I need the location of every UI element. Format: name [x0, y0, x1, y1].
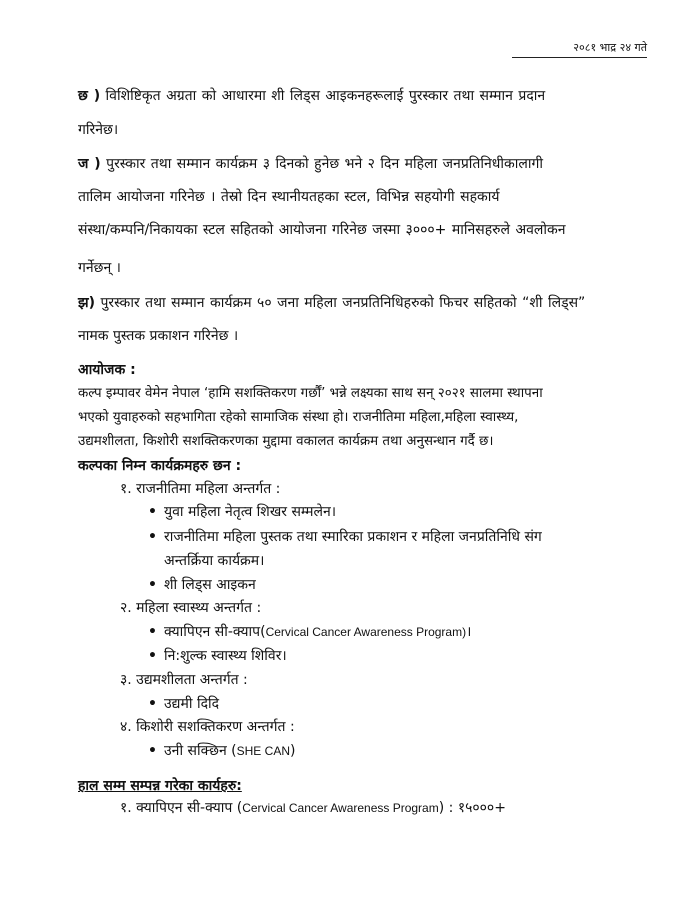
- list-item: [148, 694, 219, 713]
- paragraph-cha-line-1: [78, 86, 545, 105]
- paragraph-ja-line-2: तालिम आयोजना गरिनेछ । तेस्रो दिन स्थानीयतहका स्टल, विभिन्न सहयोगी सहकार्य: [78, 189, 500, 205]
- completed-item: [120, 798, 506, 817]
- document-date: २०८१ भाद्र २४ गते: [573, 41, 647, 54]
- paragraph-cha-line-2: गरिनेछ।: [78, 122, 119, 138]
- organizer-line-2: भएको युवाहरुको सहभागिता रहेको सामाजिक संस्था हो। राजनीतिमा महिला,महिला स्वास्थ्य,: [78, 410, 519, 425]
- paragraph-ja-line-3: संस्था/कम्पनि/निकायका स्टल सहितको आयोजना गरिनेछ जस्मा ३०००+ मानिसहरुले अवलोकन: [78, 222, 566, 238]
- bullet-dot-icon: •: [148, 743, 157, 759]
- paragraph-marker: छ ): [78, 88, 101, 104]
- paragraph-ja-line-1: [78, 154, 543, 173]
- bullet-dot-icon: •: [148, 648, 157, 664]
- completed-item-suffix: ) : १५०००+: [438, 800, 506, 816]
- organizer-line-3: उद्यमशीलता, किशोरी सशक्तिकरणका मुद्दामा वकालत कार्यक्रम तथा अनुसन्धान गर्दै छ।: [78, 434, 494, 449]
- list-item: [148, 622, 471, 641]
- paragraph-text: पुरस्कार तथा सम्मान कार्यक्रम ५० जना महिला जनप्रतिनिधिहरुको फिचर सहितको “शी लिड्स”: [100, 295, 586, 311]
- list-item: [148, 527, 542, 546]
- date-underline: [512, 57, 647, 58]
- bullet-dot-icon: •: [148, 529, 157, 545]
- programs-heading: कल्पका निम्न कार्यक्रमहरु छन :: [78, 458, 242, 474]
- paragraph-jha-line-2: नामक पुस्तक प्रकाशन गरिनेछ ।: [78, 328, 239, 344]
- program-group-title: १. राजनीतिमा महिला अन्तर्गत :: [120, 481, 281, 497]
- list-item-text: क्यापिएन सी-क्याप(: [164, 624, 266, 640]
- list-item-text: उनी सक्छिन (: [164, 743, 237, 759]
- program-group-title: ४. किशोरी सशक्तिकरण अन्तर्गत :: [120, 719, 295, 735]
- list-item: [148, 575, 256, 594]
- list-item-latin-text: Cervical Cancer Awareness Program): [265, 625, 467, 639]
- paragraph-marker: ज ): [78, 156, 101, 172]
- bullet-dot-icon: •: [148, 696, 157, 712]
- completed-item-prefix: १. क्यापिएन सी-क्याप (: [120, 800, 243, 816]
- list-item: [148, 741, 295, 760]
- organizer-line-1: कल्प इम्पावर वेमेन नेपाल ‘हामि सशक्तिकरण गर्छौं’ भन्ने लक्ष्यका साथ सन् २०२१ सालमा स्थापना: [78, 386, 543, 401]
- completed-heading: हाल सम्म सम्पन्न गरेका कार्यहरु:: [78, 778, 242, 794]
- list-item-suffix: ): [289, 743, 296, 759]
- paragraph-jha-line-1: [78, 293, 585, 312]
- list-item-text: युवा महिला नेतृत्व शिखर सम्मलेन।: [164, 504, 337, 520]
- list-item: [148, 502, 336, 521]
- paragraph-text: पुरस्कार तथा सम्मान कार्यक्रम ३ दिनको हुनेछ भने २ दिन महिला जनप्रतिनिधीकालागी: [106, 156, 544, 172]
- list-item-latin-text: SHE CAN: [236, 744, 290, 758]
- paragraph-marker: झ): [78, 295, 95, 311]
- completed-item-latin-text: Cervical Cancer Awareness Program: [242, 801, 439, 815]
- list-item-text: राजनीतिमा महिला पुस्तक तथा स्मारिका प्रकाशन र महिला जनप्रतिनिधि संग: [164, 529, 542, 545]
- list-item-text: उद्यमी दिदि: [164, 696, 220, 712]
- list-item-text: नि:शुल्क स्वास्थ्य शिविर।: [164, 648, 287, 664]
- bullet-dot-icon: •: [148, 504, 157, 520]
- organizer-heading: आयोजक :: [78, 362, 136, 378]
- list-item: [148, 646, 287, 665]
- bullet-dot-icon: •: [148, 624, 157, 640]
- program-group-title: ३. उद्यमशीलता अन्तर्गत :: [120, 672, 248, 688]
- paragraph-text: विशिष्टिकृत अग्रता को आधारमा शी लिड्स आइकनहरूलाई पुरस्कार तथा सम्मान प्रदान: [105, 88, 546, 104]
- list-item-continuation: अन्तर्क्रिया कार्यक्रम।: [164, 553, 265, 569]
- bullet-dot-icon: •: [148, 577, 157, 593]
- list-item-text: शी लिड्स आइकन: [164, 577, 256, 593]
- list-item-suffix: ।: [466, 624, 472, 640]
- paragraph-ja-line-4: गर्नेछन् ।: [78, 260, 121, 276]
- program-group-title: २. महिला स्वास्थ्य अन्तर्गत :: [120, 600, 262, 616]
